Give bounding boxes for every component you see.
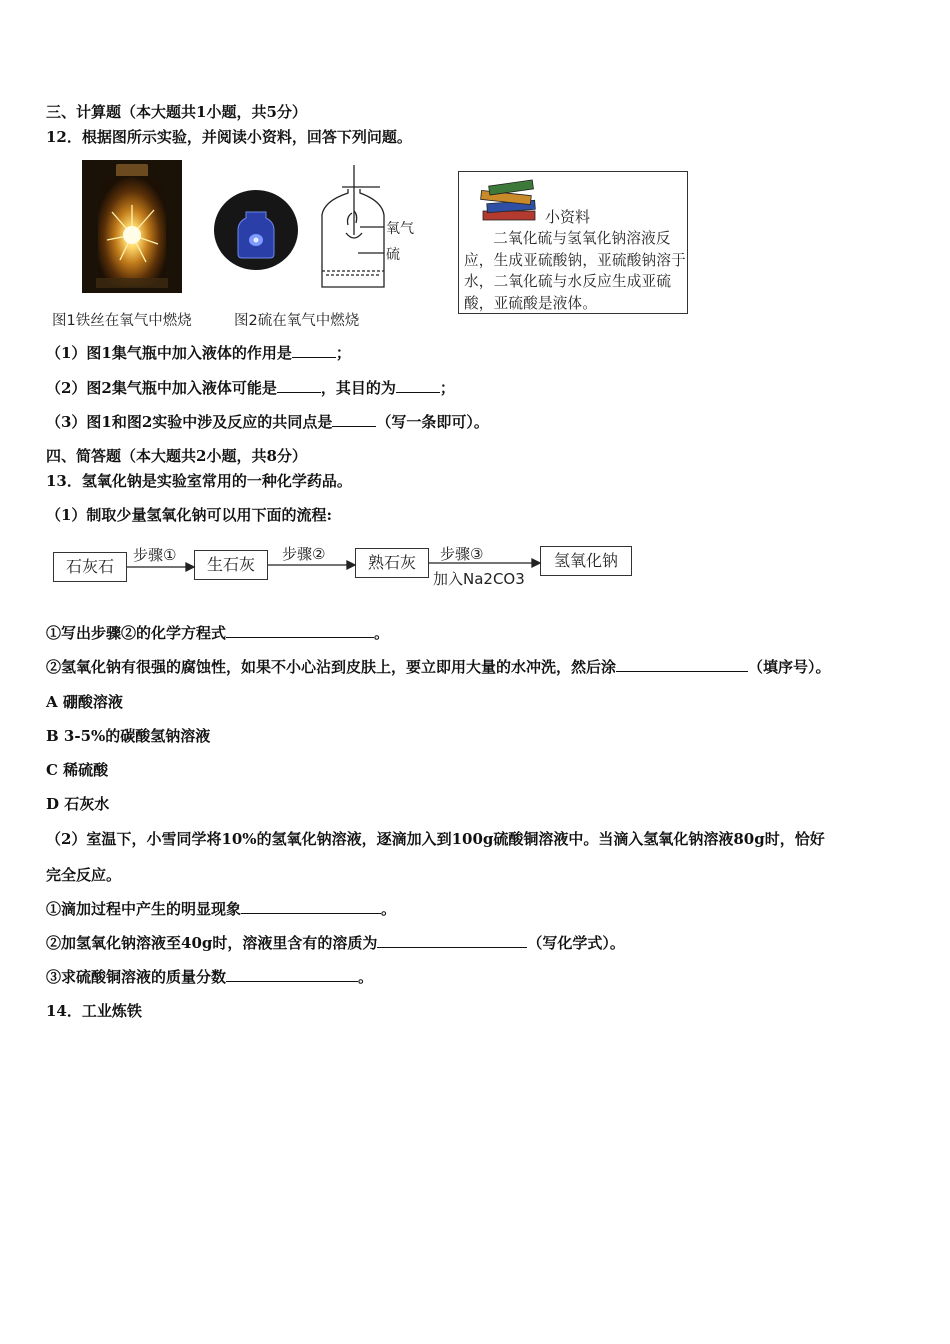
question-13-2-subq-1 [46, 899, 396, 919]
flow-box-sodium-hydroxide: 氢氧化钠 [540, 546, 632, 576]
label-oxygen: 氧气 [386, 221, 414, 237]
question-13-stem: 13．氢氧化钠是实验室常用的一种化学药品。 [46, 472, 352, 490]
answer-blank[interactable] [241, 899, 381, 914]
question-13-1-subq-1 [46, 623, 389, 643]
question-13-part-2-line-2: 完全反应。 [46, 866, 122, 884]
question-12-stem: 12．根据图所示实验，并阅读小资料，回答下列问题。 [46, 128, 412, 146]
figure-1-caption: 图1铁丝在氧气中燃烧 [52, 313, 192, 329]
flow-step-1-label: 步骤① [133, 546, 177, 564]
flow-step-3-label: 步骤③ [440, 545, 484, 563]
option-b: B 3-5%的碳酸氢钠溶液 [46, 727, 211, 745]
flow-box-limestone: 石灰石 [53, 552, 127, 582]
option-c: C 稀硫酸 [46, 761, 109, 779]
question-12-part-3-suffix: （写一条即可）。 [376, 413, 489, 431]
flow-step-3-reagent: 加入Na2CO3 [433, 570, 525, 588]
question-13-part-1-intro: （1）制取少量氢氧化钠可以用下面的流程: [46, 506, 332, 524]
punctuation: ； [335, 344, 351, 362]
subq-text: ①滴加过程中产生的明显现象 [46, 900, 242, 918]
flow-box-slaked-lime: 熟石灰 [355, 548, 429, 578]
figure-2-caption: 图2硫在氧气中燃烧 [234, 313, 360, 329]
subq-text: ②氢氧化钠有很强的腐蚀性，如果不小心沾到皮肤上，要立即用大量的水冲洗，然后涂 [46, 658, 617, 676]
section-4-heading: 四、简答题（本大题共2小题，共8分） [46, 447, 307, 465]
question-13-2-subq-3 [46, 967, 373, 987]
label-sulfur: 硫 [386, 247, 400, 263]
flow-box-quicklime: 生石灰 [194, 550, 268, 580]
punctuation: 。 [381, 900, 397, 918]
question-14-stem: 14．工业炼铁 [46, 1002, 142, 1020]
subq-suffix: （填序号）。 [748, 658, 831, 676]
subq-suffix: （写化学式）。 [527, 934, 625, 952]
question-13-2-subq-2 [46, 933, 625, 953]
answer-blank[interactable] [616, 657, 748, 672]
question-13-1-subq-2 [46, 657, 831, 677]
option-d: D 石灰水 [46, 795, 110, 813]
option-a: A 硼酸溶液 [46, 693, 123, 711]
info-box-title: 小资料 [545, 208, 591, 226]
question-12-part-1-text: （1）图1集气瓶中加入液体的作用是 [46, 344, 292, 362]
flow-step-2-label: 步骤② [282, 545, 326, 563]
subq-text: ③求硫酸铜溶液的质量分数 [46, 968, 227, 986]
question-12-part-3-text: （3）图1和图2实验中涉及反应的共同点是 [46, 413, 333, 431]
section-3-heading: 三、计算题（本大题共1小题，共5分） [46, 103, 307, 121]
question-12-part-2-text: （2）图2集气瓶中加入液体可能是 [46, 379, 277, 397]
punctuation: 。 [358, 968, 374, 986]
punctuation: ； [439, 379, 455, 397]
info-box-text: 二氧化硫与氢氧化钠溶液反应，生成亚硫酸钠，亚硫酸钠溶于水，二氧化硫与水反应生成亚硫酸，亚硫酸是液体。 [464, 230, 686, 312]
answer-blank[interactable] [226, 623, 374, 638]
answer-blank[interactable] [377, 933, 527, 948]
question-12-part-2-mid: ，其目的为 [320, 379, 396, 397]
answer-blank[interactable] [226, 967, 358, 982]
punctuation: 。 [374, 624, 390, 642]
flow-arrows [0, 0, 950, 600]
subq-text: ②加氢氧化钠溶液至40g时，溶液里含有的溶质为 [46, 934, 378, 952]
question-13-part-2-line-1: （2）室温下，小雪同学将10%的氢氧化钠溶液，逐滴加入到100g硫酸铜溶液中。当滴入氢氧化钠溶液80g时，恰好 [46, 830, 825, 848]
subq-text: ①写出步骤②的化学方程式 [46, 624, 227, 642]
